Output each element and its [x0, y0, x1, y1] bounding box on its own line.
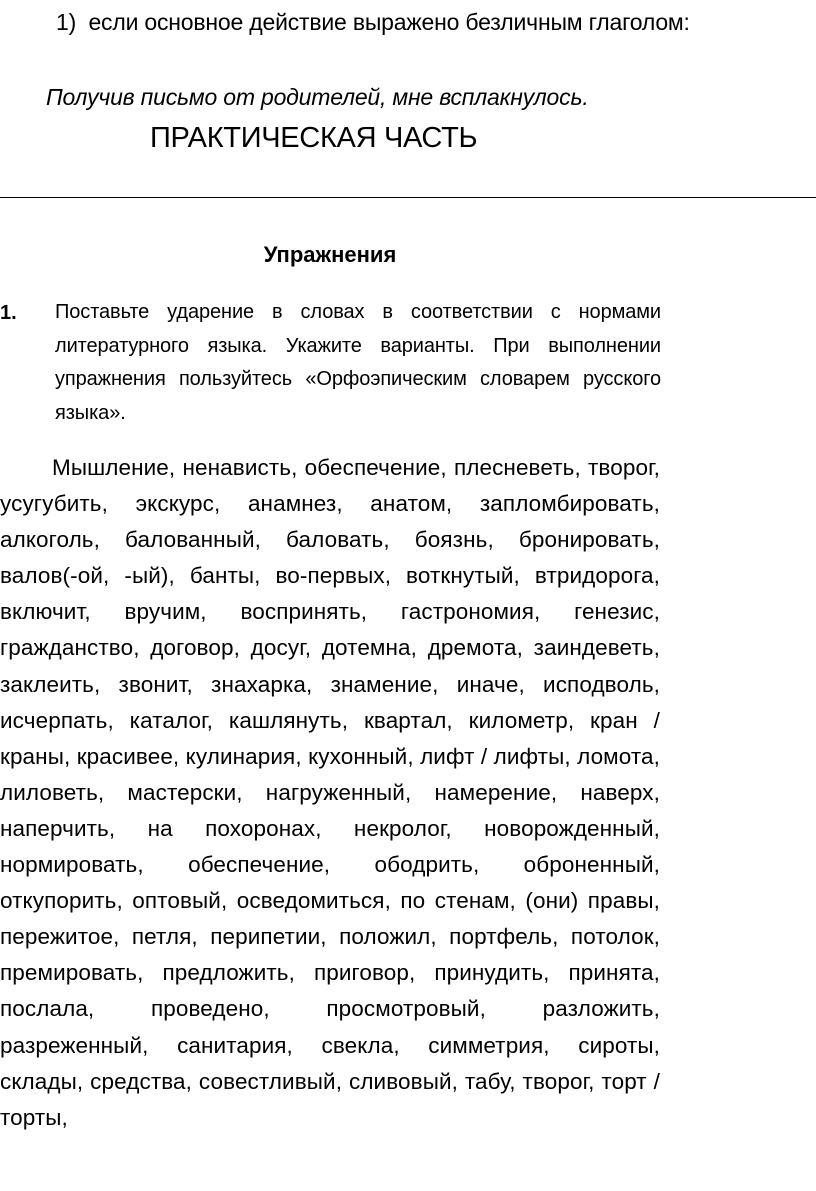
task-instruction: Поставьте ударение в словах в соответствии с нормами литературного языка. Укажите варианты. При выполнении упражнения пользуйтесь «Орфоэпическим словарем русского языка». — [55, 301, 661, 424]
rule-item-number: 1) — [56, 9, 77, 35]
example-sentence: Получив письмо от родителей, мне всплакнулось. — [46, 84, 589, 110]
exercises-heading: Упражнения — [263, 242, 397, 267]
task-number: 1. — [0, 302, 17, 324]
rule-item-text: если основное действие выражено безличным глаголом: — [88, 9, 690, 35]
section-title: ПРАКТИЧЕСКАЯ ЧАСТЬ — [150, 122, 478, 154]
word-list: Мышление, ненависть, обеспечение, плесневеть, творог, усугубить, экскурс, анамнез, анатом, запломбировать, алкоголь, балованный, баловать, боязнь, бронировать, валов(-ой, -ый), банты, во-первых, воткнутый, втридорога, включит, вручим, воспринять, гастрономия, генезис, гражданство, договор, досуг, дотемна, дремота, заиндеветь, заклеить, звонит, знахарка, знамение, иначе, исподволь, исчерпать, каталог, кашлянуть, квартал, километр, кран / краны, красивее, кулинария, кухонный, лифт / лифты, ломота, лиловеть, мастерски, нагруженный, намерение, наверх, наперчить, на похоронах, некролог, новорожденный, нормировать, обеспечение, ободрить, оброненный, откупорить, оптовый, осведомиться, по стенам, (они) правы, пережитое, петля, перипетии, положил, портфель, потолок, премировать, предложить, приговор, принудить, принята, послала, проведено, просмотровый, разложить, разреженный, санитария, свекла, симметрия, сироты, склады, средства, совестливый, сливовый, табу, творог, торт / торты, — [0, 455, 660, 1130]
rule-item — [14, 4, 714, 41]
section-divider — [0, 197, 816, 198]
